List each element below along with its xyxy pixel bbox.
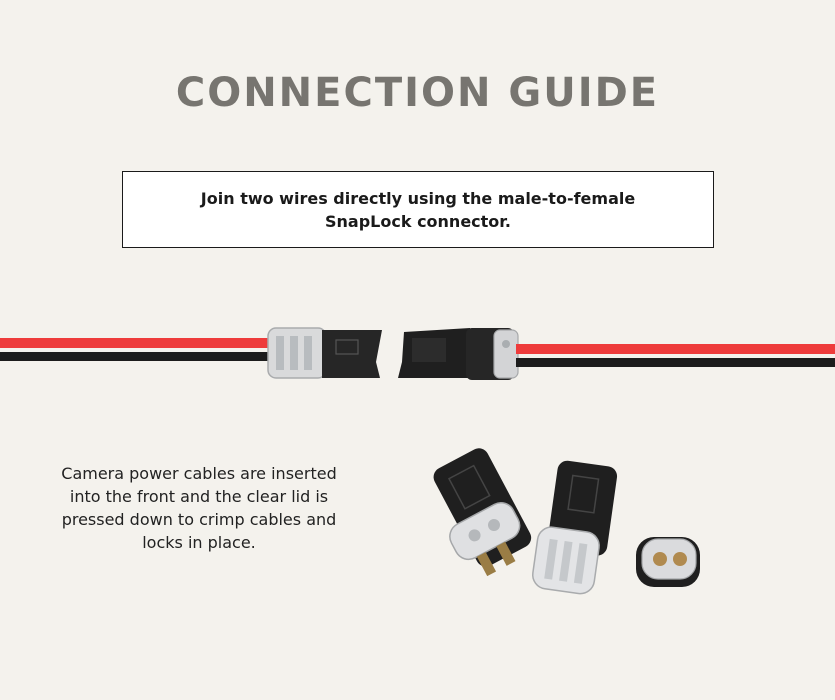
connector-pair-illustration bbox=[0, 318, 835, 388]
female-connector bbox=[398, 328, 518, 380]
instruction-callout bbox=[122, 171, 714, 248]
connector-parts-illustration bbox=[410, 435, 710, 605]
connector-part-closed bbox=[531, 458, 618, 596]
connector-part-front-view bbox=[636, 537, 700, 587]
male-connector bbox=[268, 328, 382, 378]
instruction-text: Join two wires directly using the male-to-female SnapLock connector. bbox=[200, 188, 636, 231]
connector-part-open-lid bbox=[418, 445, 539, 584]
right-red-wire bbox=[516, 344, 835, 354]
left-red-wire bbox=[0, 338, 275, 348]
right-black-wire bbox=[516, 358, 835, 367]
page-title: CONNECTION GUIDE bbox=[175, 70, 660, 116]
description-text: Camera power cables are inserted into the front and the clear lid is pressed down to crimp cables and locks in place. bbox=[61, 464, 337, 552]
left-black-wire bbox=[0, 352, 275, 361]
